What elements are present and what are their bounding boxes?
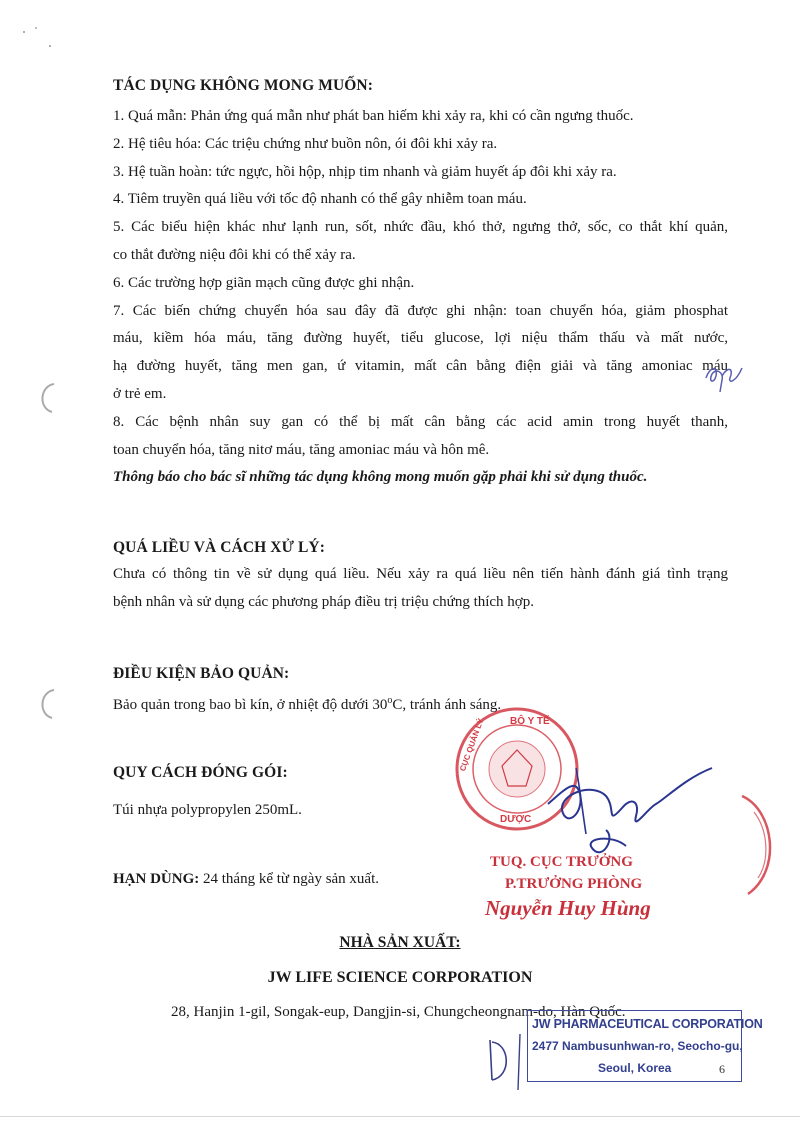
degree-symbol: o [387,695,393,706]
seal-left-text: CỤC QUẢN LÝ [458,717,486,773]
approval-title-line2: P.TRƯỞNG PHÒNG [505,876,643,892]
storage-text [113,687,728,720]
binder-hole-mark [34,686,64,722]
overdose-line: bệnh nhân và sử dụng các phương pháp điều trị triệu chứng thích hợp. [113,593,534,610]
adverse-line: 1. Quá mẫn: Phản ứng quá mẫn như phát ban hiếm khi xảy ra, khi có cần ngưng thuốc. [113,108,634,124]
adverse-effects-list [113,103,728,464]
seal-top-text: BỘ Y TẾ [510,716,550,727]
adverse-line: ở trẻ em. [113,385,167,402]
manufacturer-heading [0,934,800,952]
company-stamp-street: 2477 Nambusunhwan-ro, Seocho-gu, [532,1039,743,1053]
seal-bottom-text: DƯỢC [500,814,532,825]
packaging-text: Túi nhựa polypropylen 250mL. [113,802,302,818]
adverse-line: co thắt đường niệu đôi khi có thể xảy ra. [113,246,356,263]
packaging-heading: QUY CÁCH ĐÓNG GÓI: [113,764,288,781]
company-stamp-name: JW PHARMACEUTICAL CORPORATION [532,1017,763,1031]
adverse-line: hạ đường huyết, tăng men gan, ứ vitamin, mất cân bằng điện giải và tăng amoniac máu [113,358,728,375]
partial-seal-edge [738,790,800,900]
expiry-label: HẠN DÙNG: [113,871,200,887]
overdose-line: Chưa có thông tin về sử dụng quá liều. Nếu xảy ra quá liều nên tiến hành đánh giá tình trạng [113,566,728,582]
expiry-text: 24 tháng kể từ ngày sản xuất. [199,871,380,887]
adverse-line: 7. Các biến chứng chuyển hóa sau đây đã được ghi nhận: toan chuyển hóa, giảm phosphat [113,302,728,319]
storage-section [113,664,728,720]
adverse-line: 5. Các biểu hiện khác như lạnh run, sốt, nhức đầu, khó thở, ngưng thở, sốc, co thắt khí quản, [113,219,728,236]
binder-hole-mark [34,380,64,416]
adverse-line: 8. Các bệnh nhân suy gan có thể bị mất cân bằng các acid amin trong huyết thanh, [113,413,728,430]
adverse-line: 2. Hệ tiêu hóa: Các triệu chứng như buồn nôn, ói đôi khi xảy ra. [113,135,498,152]
adverse-effects-section [113,76,728,491]
storage-text-before: Bảo quản trong bao bì kín, ở nhiệt độ dưới 30 [113,697,388,713]
company-stamp-city: Seoul, Korea [598,1061,672,1075]
adverse-line: toan chuyển hóa, tăng nitơ máu, tăng amoniac máu và hôn mê. [113,441,490,458]
adverse-line: 3. Hệ tuần hoàn: tức ngực, hồi hộp, nhịp tim nhanh và giảm huyết áp đôi khi xảy ra. [113,163,617,180]
overdose-heading: QUÁ LIỀU VÀ CÁCH XỬ LÝ: [113,539,325,556]
page-number: 6 [719,1062,725,1076]
manufacturer-address: 28, Hanjin 1-gil, Songak-eup, Dangjin-si, Chungcheongnam-do, Hàn Quốc. [171,1004,626,1020]
scan-bottom-edge [0,1116,800,1117]
adverse-line: máu, kiềm hóa máu, tăng đường huyết, tiểu glucose, lợi niệu thẩm thấu và mất nước, [113,330,728,347]
storage-heading: ĐIỀU KIỆN BẢO QUẢN: [113,665,290,682]
adverse-warning: Thông báo cho bác sĩ những tác dụng không mong muốn gặp phải khi sử dụng thuốc. [113,469,648,486]
adverse-line: 6. Các trường hợp giãn mạch cũng được ghi nhận. [113,274,415,291]
adverse-line: 4. Tiêm truyền quá liều với tốc độ nhanh có thể gây nhiễm toan máu. [113,191,527,208]
manufacturer-name: JW LIFE SCIENCE CORPORATION [267,969,533,986]
scan-speck-mark [20,20,60,60]
handwritten-mark [480,1030,530,1094]
signature-scribble [536,738,726,868]
manufacturer-heading-text: NHÀ SẢN XUẤT: [339,934,461,951]
overdose-section [113,538,728,617]
approval-signer-name: Nguyễn Huy Hùng [485,896,651,920]
company-stamp [527,1010,763,1082]
adverse-effects-heading: TÁC DỤNG KHÔNG MONG MUỐN: [113,77,373,94]
initials-scribble [700,358,750,394]
approval-title-line1: TUQ. CỤC TRƯỞNG [490,854,633,870]
storage-text-after: C, tránh ánh sáng. [392,697,502,713]
